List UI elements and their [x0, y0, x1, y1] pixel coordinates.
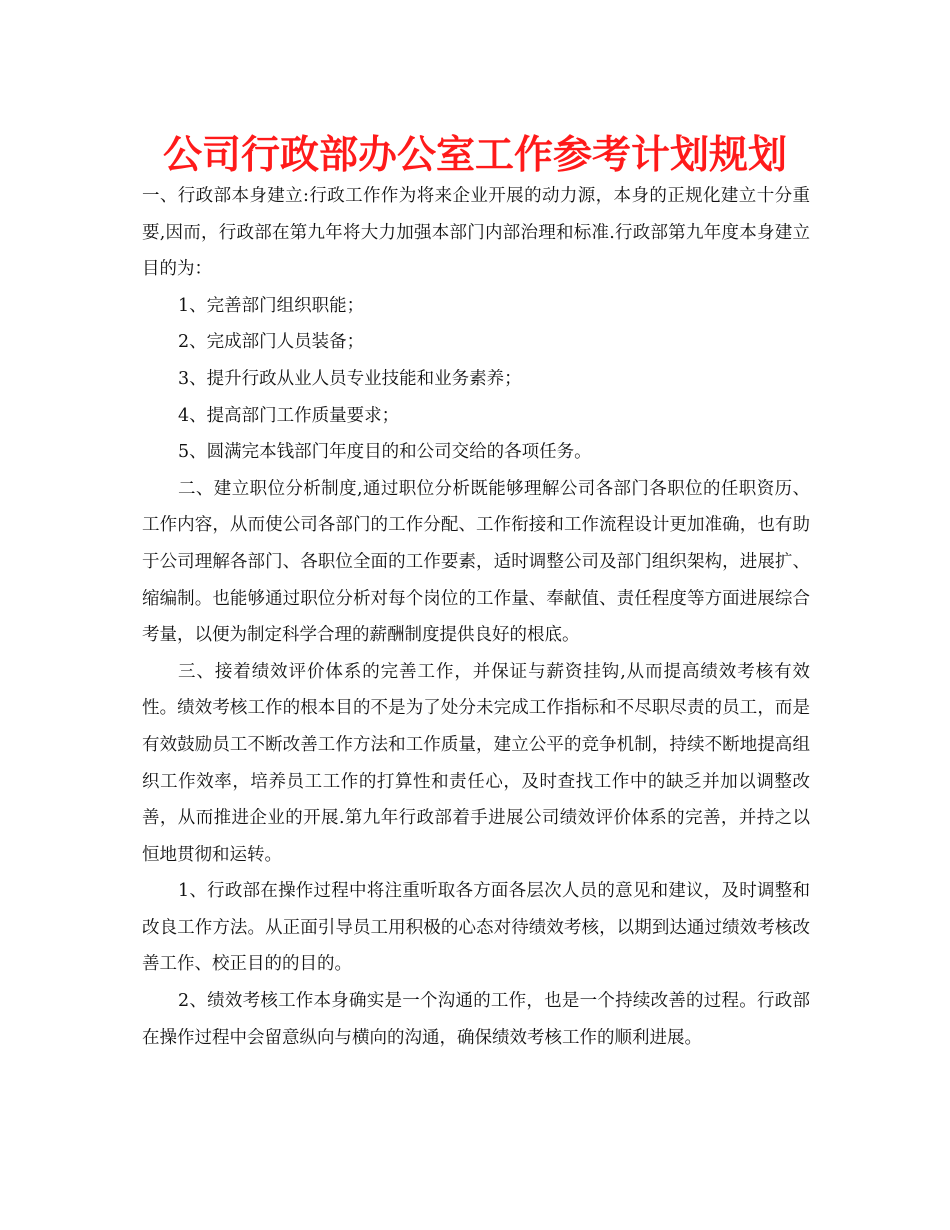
document-title: 公司行政部办公室工作参考计划规划 — [162, 133, 787, 178]
list-item: 2、完成部门人员装备； — [178, 332, 365, 353]
paragraph-section-3: 三、接着绩效评价体系的完善工作，并保证与薪资挂钩,从而提高绩效考核有效性。绩效考核工作的根本目的不是为了处分未完成工作指标和不尽职尽责的员工，而是有效鼓励员工不断改善工作方法和工作质量，建立公平的竞争机制，持续不断地提高组织工作效率，培养员工工作的打算性和责任心，及时查找工作中的缺乏并加以调整改善，从而推进企业的开展.第九年行政部着手进展公司绩效评价体系的完善，并持之以恒地贯彻和运转。 — [142, 661, 810, 865]
document-body — [142, 178, 810, 1056]
paragraph-point-1: 1、行政部在操作过程中将注重听取各方面各层次人员的意见和建议，及时调整和改良工作方法。从正面引导员工用积极的心态对待绩效考核，以期到达通过绩效考核改善工作、校正目的的目的。 — [142, 881, 810, 975]
list-item: 4、提高部门工作质量要求； — [178, 405, 400, 426]
paragraph-section-1: 一、行政部本身建立:行政工作作为将来企业开展的动力源，本身的正规化建立十分重要,因而，行政部在第九年将大力加强本部门内部治理和标准.行政部第九年度本身建立目的为： — [142, 186, 810, 280]
list-item: 5、圆满完本钱部门年度目的和公司交给的各项任务。 — [178, 442, 592, 463]
paragraph-section-2: 二、建立职位分析制度,通过职位分析既能够理解公司各部门各职位的任职资历、工作内容，从而使公司各部门的工作分配、工作衔接和工作流程设计更加准确，也有助于公司理解各部门、各职位全面的工作要素，适时调整公司及部门组织架构，进展扩、缩编制。也能够通过职位分析对每个岗位的工作量、奉献值、责任程度等方面进展综合考量，以便为制定科学合理的薪酬制度提供良好的根底。 — [142, 478, 810, 646]
list-item: 1、完善部门组织职能； — [178, 295, 365, 316]
paragraph-point-2: 2、绩效考核工作本身确实是一个沟通的工作，也是一个持续改善的过程。行政部在操作过程中会留意纵向与横向的沟通，确保绩效考核工作的顺利进展。 — [142, 991, 810, 1048]
list-item: 3、提升行政从业人员专业技能和业务素养； — [178, 368, 522, 389]
